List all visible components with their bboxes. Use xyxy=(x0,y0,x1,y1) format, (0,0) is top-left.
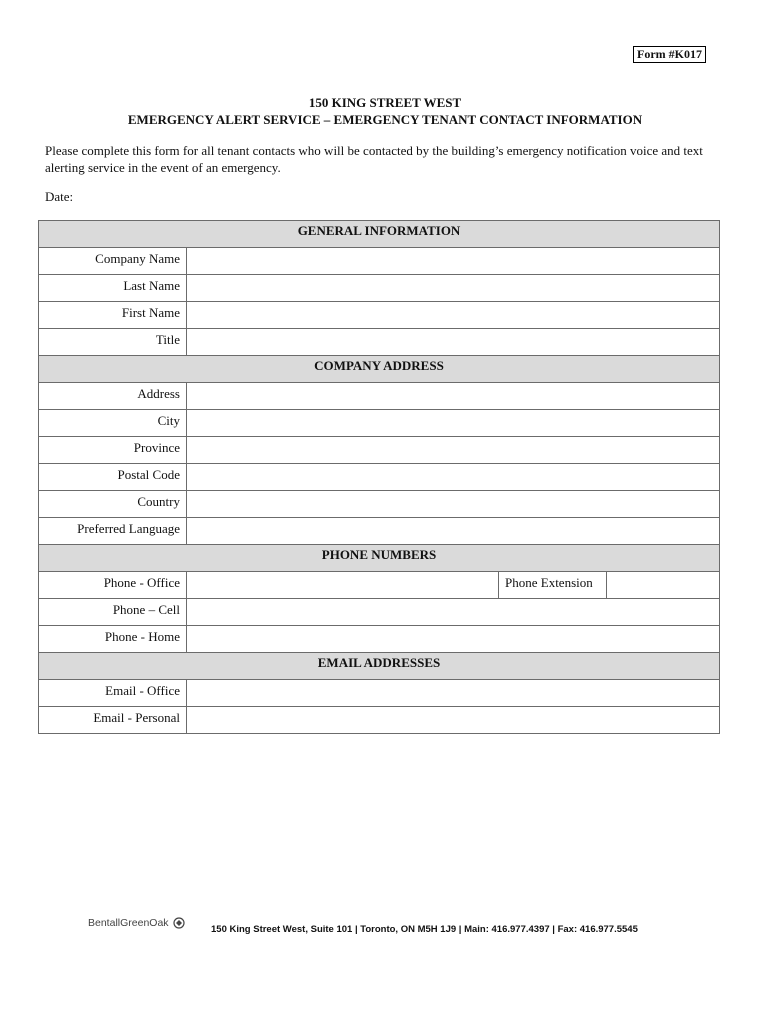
email-office-field[interactable] xyxy=(187,680,720,707)
logo-text: BentallGreenOak xyxy=(88,917,169,929)
contact-form-table xyxy=(38,220,720,734)
date-label: Date: xyxy=(45,189,74,204)
first-name-label: First Name xyxy=(39,302,187,329)
section-header-email: EMAIL ADDRESSES xyxy=(39,653,720,680)
logo-mark-icon xyxy=(173,917,185,929)
city-label: City xyxy=(39,410,187,437)
intro-text: Please complete this form for all tenant contacts who will be contacted by the building’s emergency notification voice and text alerting service in the event of an emergency. xyxy=(45,143,703,175)
phone-cell-field[interactable] xyxy=(187,599,720,626)
phone-office-field[interactable] xyxy=(187,572,499,599)
phone-extension-field[interactable] xyxy=(607,572,720,599)
province-label: Province xyxy=(39,437,187,464)
company-name-field[interactable] xyxy=(187,248,720,275)
first-name-field[interactable] xyxy=(187,302,720,329)
title-address: 150 KING STREET WEST xyxy=(308,95,462,110)
preferred-language-field[interactable] xyxy=(187,518,720,545)
section-header-phone: PHONE NUMBERS xyxy=(39,545,720,572)
section-header-address: COMPANY ADDRESS xyxy=(39,356,720,383)
form-number: Form #K017 xyxy=(633,46,706,63)
phone-home-label: Phone - Home xyxy=(39,626,187,653)
phone-extension-label: Phone Extension xyxy=(499,572,607,599)
phone-cell-label: Phone – Cell xyxy=(39,599,187,626)
last-name-field[interactable] xyxy=(187,275,720,302)
postal-code-label: Postal Code xyxy=(39,464,187,491)
city-field[interactable] xyxy=(187,410,720,437)
footer-contact: 150 King Street West, Suite 101 | Toronto, ON M5H 1J9 | Main: 416.977.4397 | Fax: 416.977.5545 xyxy=(211,924,638,935)
email-personal-label: Email - Personal xyxy=(39,707,187,734)
email-office-label: Email - Office xyxy=(39,680,187,707)
province-field[interactable] xyxy=(187,437,720,464)
title-field[interactable] xyxy=(187,329,720,356)
address-field[interactable] xyxy=(187,383,720,410)
preferred-language-label: Preferred Language xyxy=(39,518,187,545)
phone-home-field[interactable] xyxy=(187,626,720,653)
postal-code-field[interactable] xyxy=(187,464,720,491)
title-form: EMERGENCY ALERT SERVICE – EMERGENCY TENANT CONTACT INFORMATION xyxy=(127,112,643,127)
title-label: Title xyxy=(39,329,187,356)
section-header-general: GENERAL INFORMATION xyxy=(39,221,720,248)
company-logo xyxy=(88,917,185,929)
last-name-label: Last Name xyxy=(39,275,187,302)
phone-office-label: Phone - Office xyxy=(39,572,187,599)
country-label: Country xyxy=(39,491,187,518)
address-label: Address xyxy=(39,383,187,410)
company-name-label: Company Name xyxy=(39,248,187,275)
country-field[interactable] xyxy=(187,491,720,518)
email-personal-field[interactable] xyxy=(187,707,720,734)
